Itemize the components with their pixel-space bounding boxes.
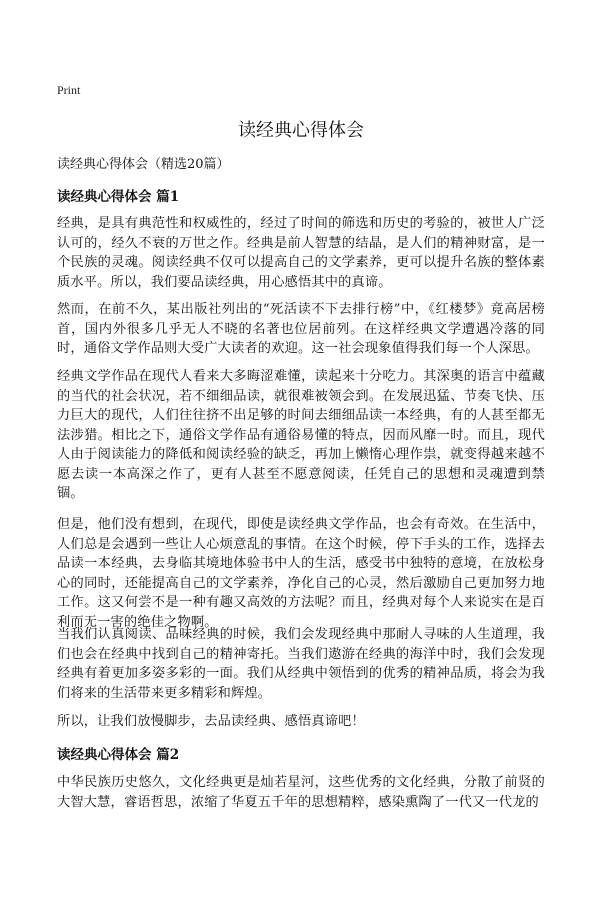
paragraph: 然而，在前不久，某出版社列出的“死活读不下去排行榜”中，《红楼梦》竟高居榜首，国内外很多几乎无人不晓的名著也位居前列。在这样经典文学遭遇冷落的同时，通俗文学作品则大受广大读者的欢迎。这一社会现象值得我们每一个人深思。 xyxy=(57,302,545,356)
paragraph: 但是，他们没有想到，在现代，即使是读经典文学作品，也会有奇效。在生活中，人们总是会遇到一些让人心烦意乱的事情。在这个时候，停下手头的工作，选择去品读一本经典，去身临其境地体验书中人的生活，感受书中独特的意境，在放松身心的同时，还能提高自己的文学素养，净化自己的心灵，然后激励自己更加努力地工作。这又何尝不是一种有趣又高效的方法呢？而且，经典对每个人来说实在是百利而无一害的绝佳之物啊。 xyxy=(57,517,545,630)
section-heading-2: 读经典心得体会 篇2 xyxy=(57,747,180,763)
paragraph: 经典，是具有典范性和权威性的，经过了时间的筛选和历史的考验的，被世人广泛认可的，经久不衰的万世之作。经典是前人智慧的结晶，是人们的精神财富，是一个民族的灵魂。阅读经典不仅可以提高自己的文学素养，更可以提升名族的整体素质水平。所以，我们要品读经典，用心感悟其中的真谛。 xyxy=(57,216,545,290)
document-subtitle: 读经典心得体会（精选20篇） xyxy=(57,157,230,172)
page-title: 读经典心得体会 xyxy=(238,120,364,141)
paragraph: 所以，让我们放慢脚步，去品读经典、感悟真谛吧！ xyxy=(57,714,365,729)
paragraph: 经典文学作品在现代人看来大多晦涩难懂，读起来十分吃力。其深奥的语言中蕴藏的当代的社会状况，若不细细品读，就很难被领会到。在发展迅猛、节奏飞快、压力巨大的现代，人们往往挤不出足够的时间去细细品读一本经典，有的人甚至都无法涉猎。相比之下，通俗文学作品有通俗易懂的特点，因而风靡一时。而且，现代人由于阅读能力的降低和阅读经验的缺乏，再加上懒惰心理作祟，就变得越来越不愿去读一本高深之作了，更有人甚至不愿意阅读，任凭自己的思想和灵魂遭到禁锢。 xyxy=(57,369,545,501)
section-heading-1: 读经典心得体会 篇1 xyxy=(57,189,180,205)
paragraph: 当我们认真阅读、品味经典的时候，我们会发现经典中那耐人寻味的人生道理，我们也会在经典中找到自己的精神寄托。当我们遨游在经典的海洋中时，我们会发现经典有着更加多姿多彩的一面。我们从经典中领悟到的优秀的精神品质，将会为我们将来的生活带来更多精彩和辉煌。 xyxy=(57,627,545,701)
paragraph: 中华民族历史悠久，文化经典更是灿若星河，这些优秀的文化经典，分散了前贤的大智大慧，睿语哲思，浓缩了华夏五千年的思想精粹，感染熏陶了一代又一代龙的 xyxy=(57,775,545,810)
print-label: Print xyxy=(57,83,81,97)
